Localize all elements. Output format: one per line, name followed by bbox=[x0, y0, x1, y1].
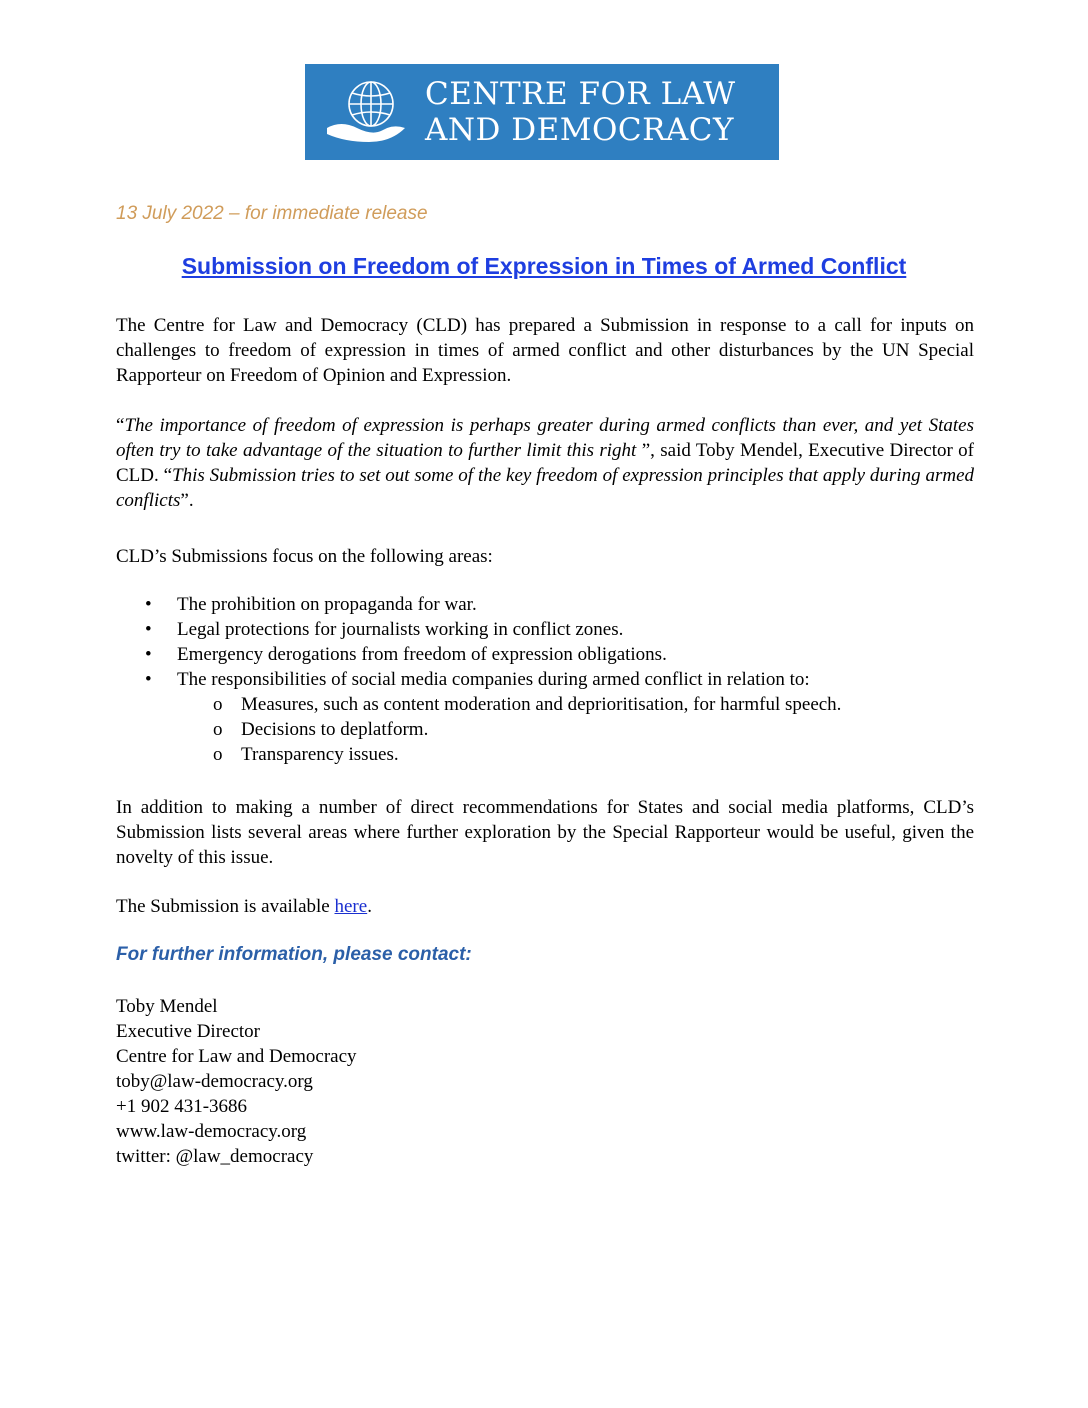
list-item: • Legal protections for journalists working in conflict zones. bbox=[145, 619, 624, 640]
organization-logo bbox=[305, 64, 779, 160]
globe-in-hand-icon bbox=[321, 76, 417, 148]
contact-twitter: twitter: @law_democracy bbox=[116, 1146, 314, 1167]
bullet-marker: • bbox=[145, 594, 152, 615]
focus-list bbox=[116, 592, 976, 767]
bullet-marker: • bbox=[145, 619, 152, 640]
logo-text-line2: AND DEMOCRACY bbox=[425, 112, 734, 148]
contact-heading: For further information, please contact: bbox=[116, 944, 472, 965]
contact-website[interactable]: www.law-democracy.org bbox=[116, 1121, 307, 1142]
quote-end: ”. bbox=[180, 490, 194, 511]
quote-attribution: ”, said Toby Mendel, Executive Director of CLD. “ bbox=[116, 440, 974, 486]
contact-org: Centre for Law and Democracy bbox=[116, 1046, 357, 1067]
quote-paragraph bbox=[116, 413, 974, 513]
logo-text-line1: CENTRE FOR LAW bbox=[425, 76, 736, 112]
contact-phone: +1 902 431-3686 bbox=[116, 1096, 248, 1117]
sub-list-item: o Measures, such as content moderation and deprioritisation, for harmful speech. bbox=[213, 694, 842, 715]
sub-list bbox=[177, 692, 976, 767]
focus-intro: CLD’s Submissions focus on the following areas: bbox=[116, 546, 493, 567]
quote-first: The importance of freedom of expression is perhaps greater during armed conflicts than ever, and yet States often try to take advantage of the situation to further limit this right bbox=[116, 415, 974, 461]
list-item: • The responsibilities of social media companies during armed conflict in relation to: o Measures, such as content moderation and deprioritisation, for harmful speech. o Decisions to deplatform. o Transparency issues. bbox=[116, 667, 976, 767]
sub-bullet-marker: o bbox=[213, 744, 223, 765]
list-item: • The prohibition on propaganda for war. bbox=[145, 594, 477, 615]
open-quote: “ bbox=[116, 415, 125, 436]
sub-list-item: o Transparency issues. bbox=[213, 744, 399, 765]
submission-link[interactable]: here bbox=[334, 896, 368, 917]
sub-bullet-marker: o bbox=[213, 719, 223, 740]
recommendations-paragraph: In addition to making a number of direct recommendations for States and social media platforms, CLD’s Submission lists several areas where further exploration by the Special Rapporteur would be useful, given the novelty of this issue. bbox=[116, 797, 974, 868]
contact-role: Executive Director bbox=[116, 1021, 261, 1042]
bullet-marker: • bbox=[145, 644, 152, 665]
intro-paragraph: The Centre for Law and Democracy (CLD) has prepared a Submission in response to a call for inputs on challenges to freedom of expression in times of armed conflict and other disturbances by the UN Special Rapporteur on Freedom of Opinion and Expression. bbox=[116, 315, 974, 386]
bullet-marker: • bbox=[145, 669, 152, 690]
page-title: Submission on Freedom of Expression in Times of Armed Conflict bbox=[181, 253, 907, 279]
contact-email[interactable]: toby@law-democracy.org bbox=[116, 1071, 313, 1092]
sub-list-item: o Decisions to deplatform. bbox=[213, 719, 429, 740]
sub-bullet-marker: o bbox=[213, 694, 223, 715]
availability-paragraph: The Submission is available here. bbox=[116, 896, 372, 917]
list-item: • Emergency derogations from freedom of expression obligations. bbox=[145, 644, 667, 665]
quote-second: This Submission tries to set out some of the key freedom of expression principles that apply during armed conflicts bbox=[116, 465, 974, 511]
contact-name: Toby Mendel bbox=[116, 996, 218, 1017]
release-dateline: 13 July 2022 – for immediate release bbox=[116, 203, 428, 224]
contact-block bbox=[116, 994, 357, 1169]
